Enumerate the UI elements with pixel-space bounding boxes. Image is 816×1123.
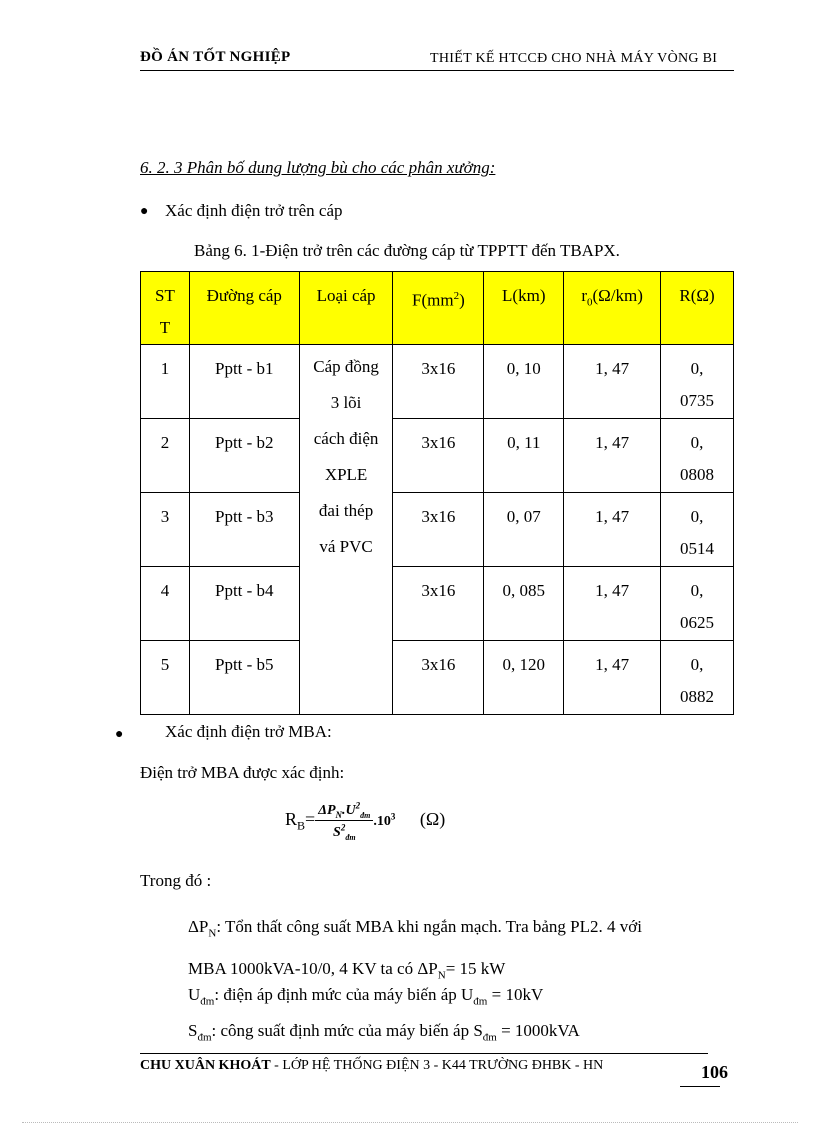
cell-r0: 1, 47 — [564, 493, 661, 567]
cell-loai-cap: Cáp đồng 3 lõi cách điện XPLE đai thép vá PVC — [299, 345, 393, 715]
header-left: ĐỒ ÁN TỐT NGHIỆP — [140, 49, 291, 65]
cell-cap: Pptt - b1 — [189, 345, 299, 419]
definition-sdm: $S_{đm}$: công suất định mức của máy biến áp $S_{đm} = 1000kVA$ — [188, 1021, 580, 1044]
cell-R: 0, 0808 — [661, 419, 734, 493]
cell-L: 0, 085 — [484, 567, 564, 641]
table-header-row — [141, 272, 734, 345]
page-number: 106 — [701, 1062, 728, 1082]
header-F: $F(mm^2)$ — [393, 272, 484, 345]
cell-stt: 3 — [141, 493, 190, 567]
header-loai-cap: Loại cáp — [299, 272, 393, 345]
cell-R: 0, 0514 — [661, 493, 734, 567]
header-rule — [140, 70, 734, 71]
cell-cap: Pptt - b5 — [189, 641, 299, 715]
table-row — [141, 493, 734, 567]
cell-cap: Pptt - b4 — [189, 567, 299, 641]
table-caption: Bảng 6. 1-Điện trở trên các đường cáp từ TPPTT đến TBAPX. — [194, 241, 620, 260]
cell-R: 0, 0735 — [661, 345, 734, 419]
cell-L: 0, 120 — [484, 641, 564, 715]
cell-F: 3x16 — [393, 419, 484, 493]
table-row — [141, 641, 734, 715]
resistance-formula: $R_B=$ $\frac{\Delta P_N.U^2_{đm}}{S^2_{đm}}$ $.10^3$ (Ω) — [285, 800, 446, 842]
cell-stt: 1 — [141, 345, 190, 419]
cell-L: 0, 11 — [484, 419, 564, 493]
cell-stt: 5 — [141, 641, 190, 715]
formula-fraction: $\frac{\Delta P_N.U^2_{đm}}{S^2_{đm}}$ — [315, 800, 373, 842]
cell-F: 3x16 — [393, 345, 484, 419]
cell-stt: 4 — [141, 567, 190, 641]
cell-cap: Pptt - b3 — [189, 493, 299, 567]
cell-cap: Pptt - b2 — [189, 419, 299, 493]
cell-F: 3x16 — [393, 641, 484, 715]
resistance-table — [140, 271, 734, 715]
definition-delta-pn: $\Delta P_N$: Tổn thất công suất MBA khi ngắn mạch. Tra bảng PL2. 4 với MBA 1000kVA-10/0, 4 KV ta có $\Delta P_N= 15$ kW — [188, 917, 642, 982]
header-right: THIẾT KẾ HTCCĐ CHO NHÀ MÁY VÒNG BI — [430, 51, 718, 66]
cell-F: 3x16 — [393, 567, 484, 641]
bullet-text-transformer-resistance: Xác định điện trở MBA: — [165, 722, 332, 741]
header-R: R(Ω) — [661, 272, 734, 345]
cell-r0: 1, 47 — [564, 567, 661, 641]
paragraph-intro: Điện trở MBA được xác định: — [140, 763, 345, 782]
cell-r0: 1, 47 — [564, 641, 661, 715]
header-r0: $r_0(\Omega/km)$ — [564, 272, 661, 345]
where-label: Trong đó : — [140, 871, 212, 890]
cell-r0: 1, 47 — [564, 345, 661, 419]
cell-R: 0, 0882 — [661, 641, 734, 715]
bullet-icon: ● — [140, 204, 149, 219]
cell-L: 0, 07 — [484, 493, 564, 567]
footer-rule — [140, 1053, 708, 1054]
table-row — [141, 567, 734, 641]
table-row — [141, 419, 734, 493]
bullet-icon: ● — [115, 727, 124, 742]
bullet-text-cable-resistance: Xác định điện trở trên cáp — [165, 201, 343, 220]
header-L: L(km) — [484, 272, 564, 345]
header-duong-cap: Đường cáp — [189, 272, 299, 345]
cell-R: 0, 0625 — [661, 567, 734, 641]
footer-text: CHU XUÂN KHOÁT - LỚP HỆ THỐNG ĐIỆN 3 - K44 TRƯỜNG ĐHBK - HN — [140, 1058, 604, 1073]
page-number-rule — [680, 1086, 720, 1087]
table-row — [141, 345, 734, 419]
cell-F: 3x16 — [393, 493, 484, 567]
header-stt: ST T — [141, 272, 190, 345]
section-title: 6. 2. 3 Phân bố dung lượng bù cho các phân xưởng: — [140, 158, 496, 177]
cell-stt: 2 — [141, 419, 190, 493]
definition-udm: $U_{đm}$: điện áp định mức của máy biến áp $U_{đm} = 10kV$ — [188, 985, 544, 1008]
cell-r0: 1, 47 — [564, 419, 661, 493]
cell-L: 0, 10 — [484, 345, 564, 419]
